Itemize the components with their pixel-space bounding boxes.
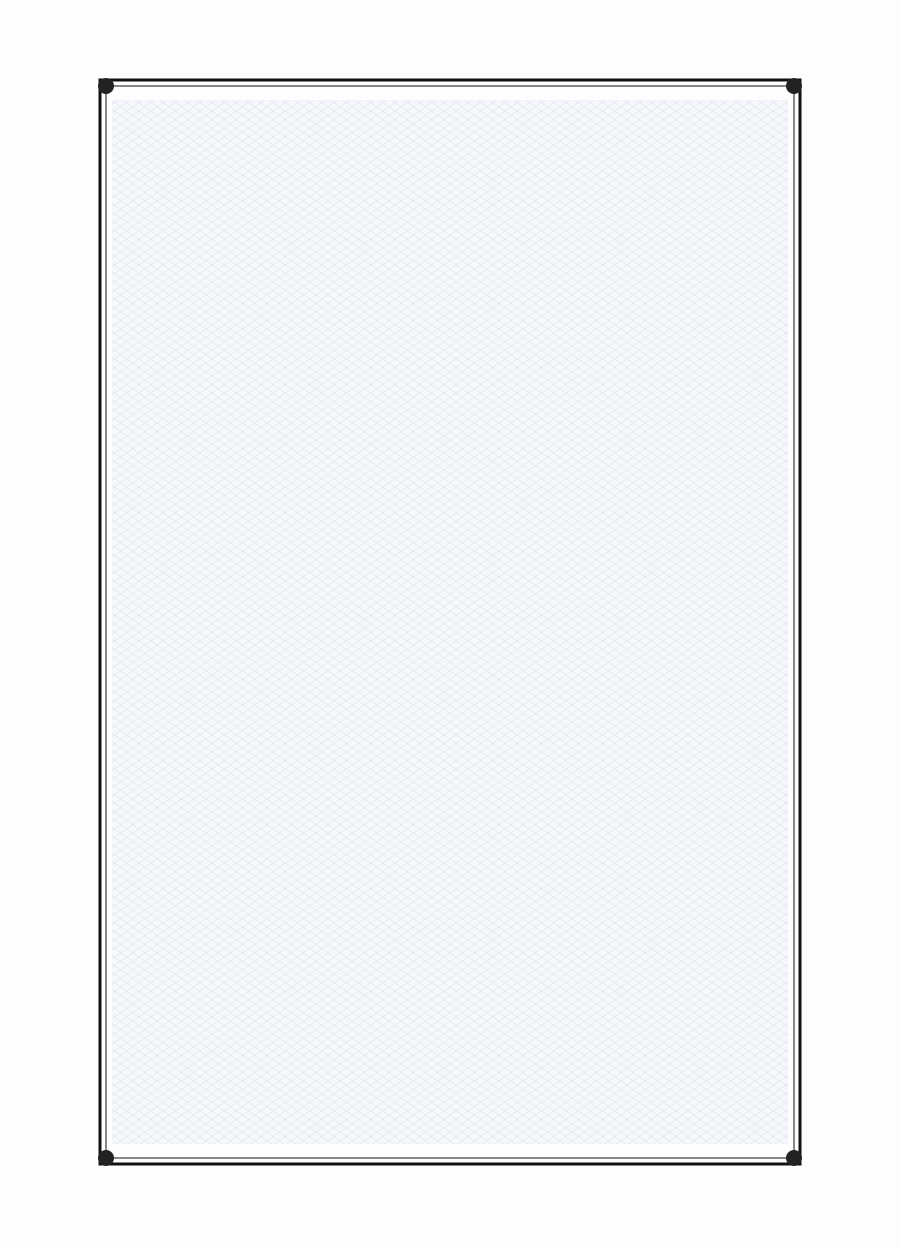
page-number-label [640, 1089, 656, 1104]
guilloche-background [112, 100, 788, 1144]
barcode [132, 1072, 312, 1106]
